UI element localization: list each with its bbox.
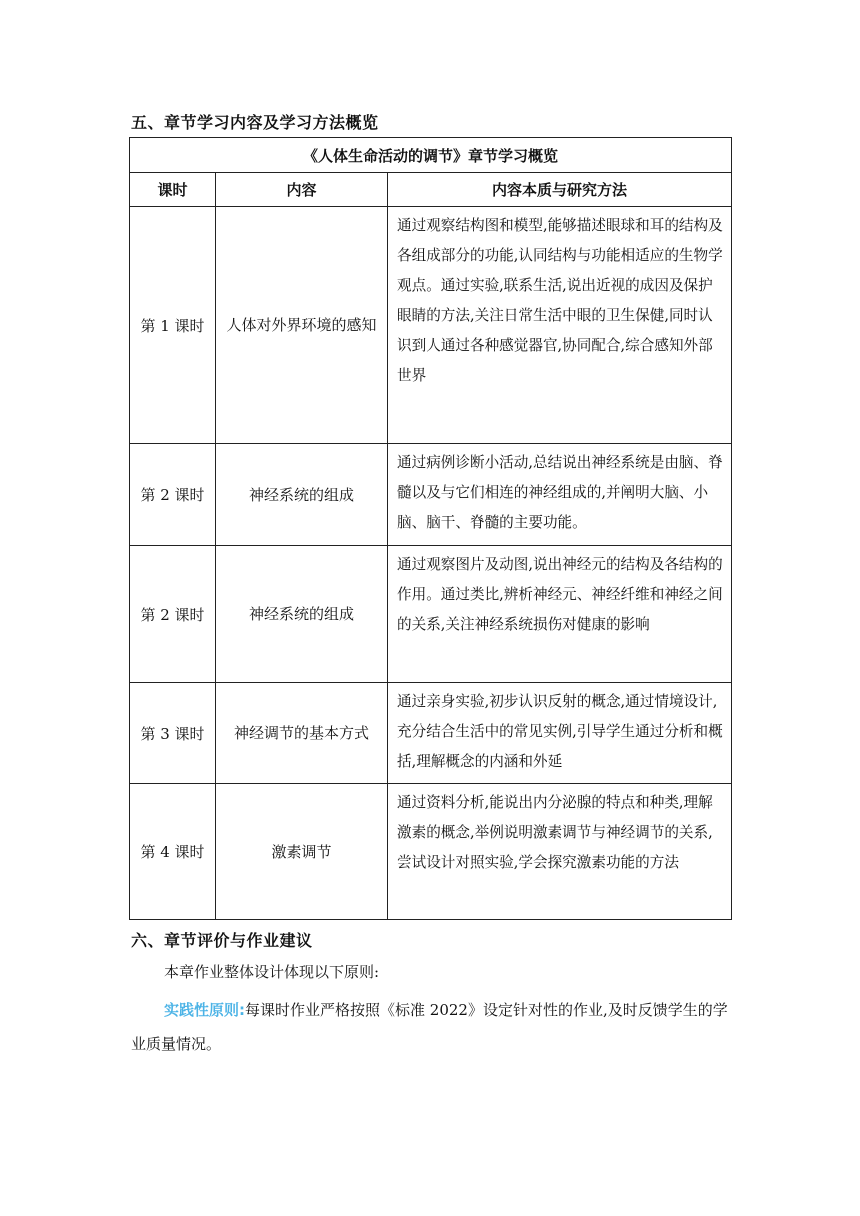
table-row (130, 546, 732, 683)
row-period: 第 2 课时 (130, 444, 216, 546)
row-method: 通过观察图片及动图,说出神经元的结构及各结构的作用。通过类比,辨析神经元、神经纤维和神经之间的关系,关注神经系统损伤对健康的影响 (388, 546, 732, 683)
header-content: 内容 (216, 173, 388, 207)
section-heading-6: 六、章节评价与作业建议 (131, 931, 313, 950)
row-content: 激素调节 (216, 784, 388, 920)
principle-label: 实践性原则: (164, 1001, 245, 1019)
table-caption: 《人体生命活动的调节》章节学习概览 (130, 138, 732, 173)
row-content: 神经系统的组成 (216, 444, 388, 546)
table-row (130, 207, 732, 444)
row-period: 第 2 课时 (130, 546, 216, 683)
row-period: 第 4 课时 (130, 784, 216, 920)
table-row (130, 444, 732, 546)
row-content: 人体对外界环境的感知 (216, 207, 388, 444)
row-content: 神经调节的基本方式 (216, 683, 388, 784)
principle-paragraph (131, 993, 735, 1061)
table-row (130, 683, 732, 784)
row-method: 通过亲身实验,初步认识反射的概念,通过情境设计,充分结合生活中的常见实例,引导学生通过分析和概括,理解概念的内涵和外延 (388, 683, 732, 784)
row-method: 通过资料分析,能说出内分泌腺的特点和种类,理解激素的概念,举例说明激素调节与神经调节的关系,尝试设计对照实验,学会探究激素功能的方法 (388, 784, 732, 920)
principle-text: 每课时作业严格按照《标准 2022》设定针对性的作业,及时反馈学生的学业质量情况。 (131, 1001, 728, 1053)
row-period: 第 3 课时 (130, 683, 216, 784)
row-method: 通过观察结构图和模型,能够描述眼球和耳的结构及各组成部分的功能,认同结构与功能相适应的生物学观点。通过实验,联系生活,说出近视的成因及保护眼睛的方法,关注日常生活中眼的卫生保健,同时认识到人通过各种感觉器官,协同配合,综合感知外部世界 (388, 207, 732, 444)
row-content: 神经系统的组成 (216, 546, 388, 683)
chapter-overview-table (129, 137, 732, 920)
header-method: 内容本质与研究方法 (388, 173, 732, 207)
row-method: 通过病例诊断小活动,总结说出神经系统是由脑、脊髓以及与它们相连的神经组成的,并阐明大脑、小脑、脑干、脊髓的主要功能。 (388, 444, 732, 546)
row-period: 第 1 课时 (130, 207, 216, 444)
header-period: 课时 (130, 173, 216, 207)
section-heading-5: 五、章节学习内容及学习方法概览 (131, 113, 379, 132)
table-row (130, 784, 732, 920)
intro-paragraph: 本章作业整体设计体现以下原则: (164, 963, 380, 981)
